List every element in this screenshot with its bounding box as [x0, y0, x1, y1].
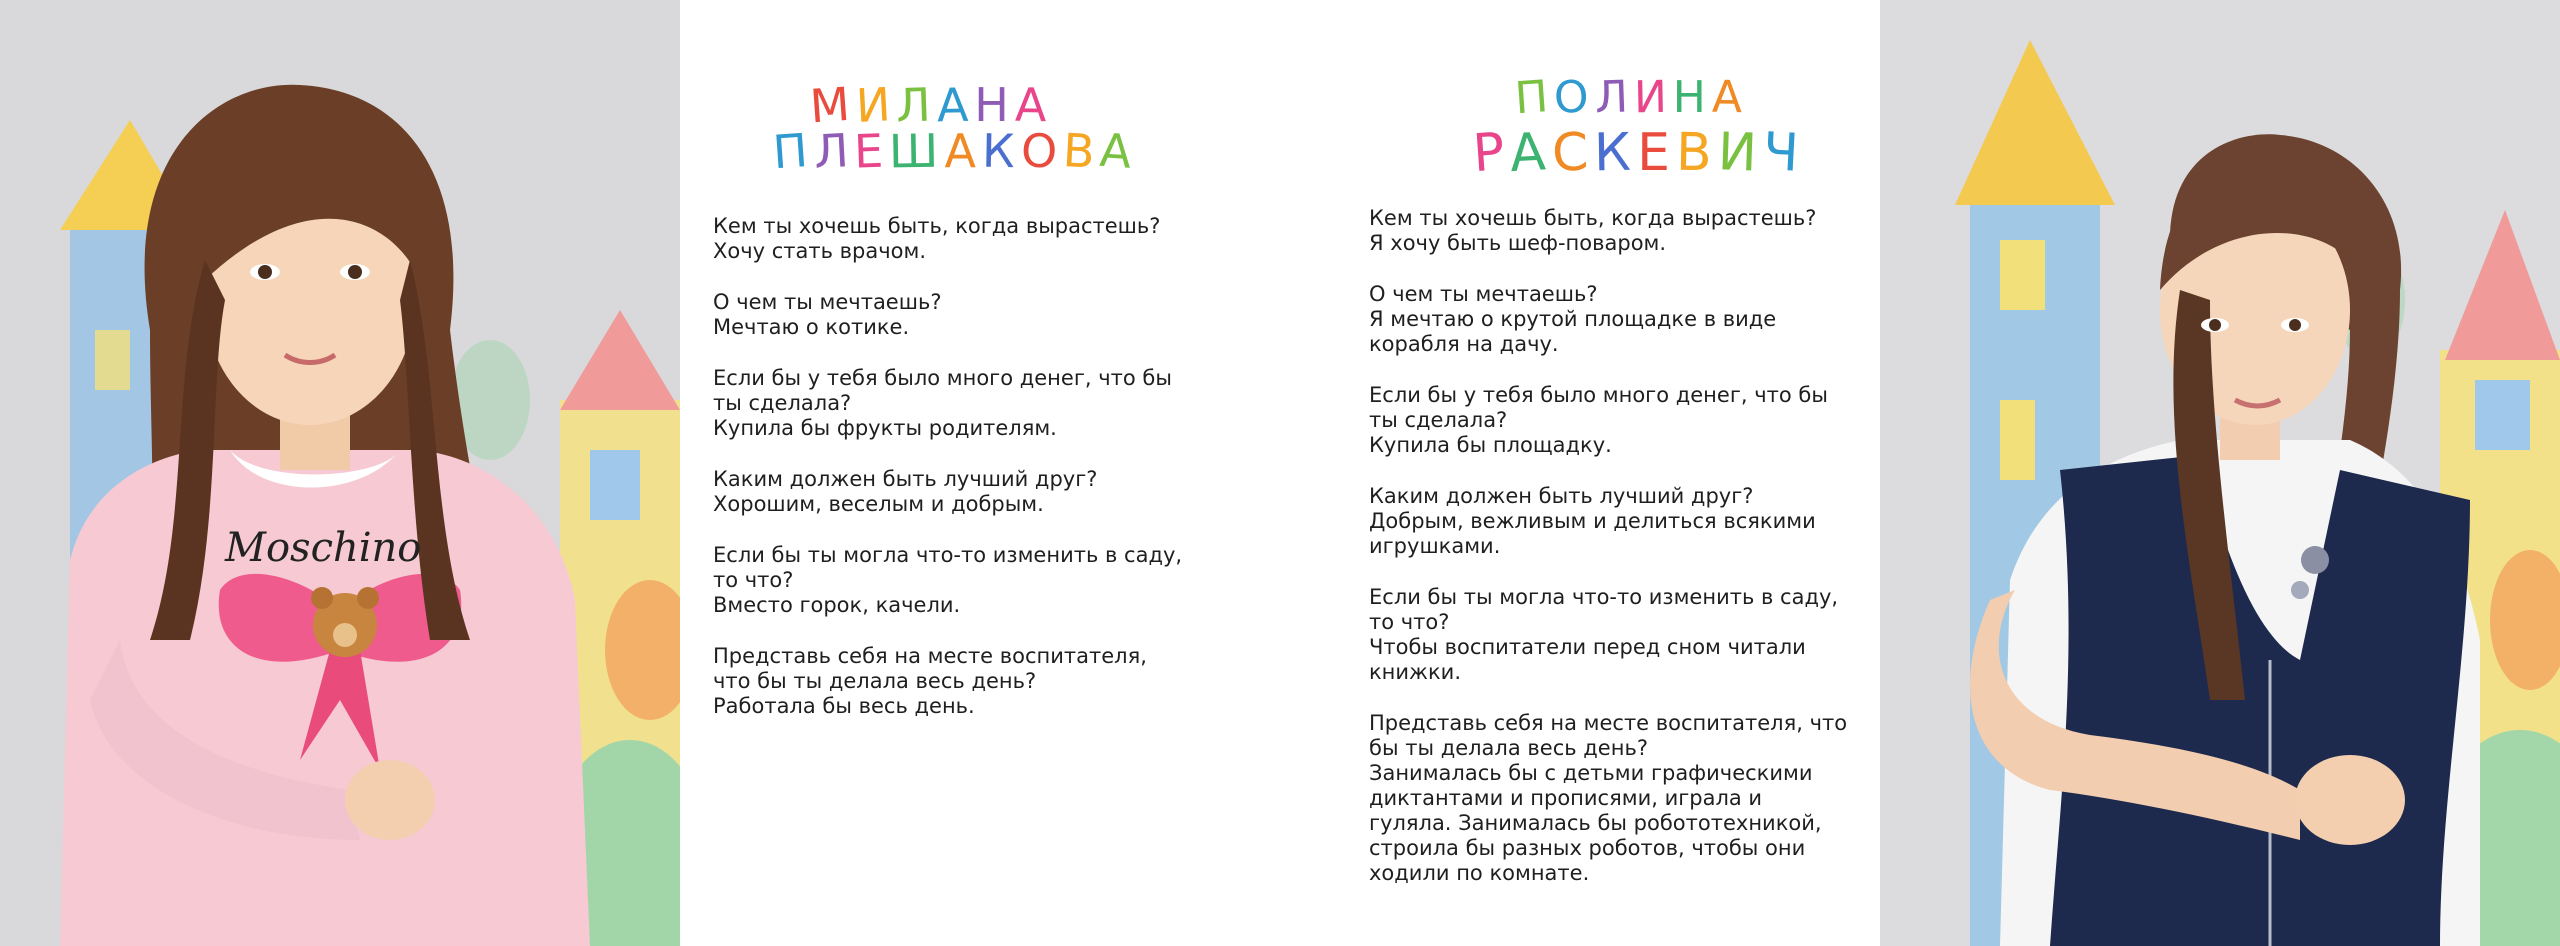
qa-item — [713, 467, 1183, 517]
question-text: Каким должен быть лучший друг? — [1369, 484, 1754, 508]
answer-text: Занималась бы с детьми графическими диктантами и прописями, играла и гуляла. Занималась бы робототехникой, строила бы разных роботов, чтобы они ходили по комнате. — [1369, 761, 1822, 885]
question-text: Кем ты хочешь быть, когда вырастешь? — [713, 214, 1161, 238]
qa-item — [713, 214, 1183, 264]
qa-item — [1369, 711, 1849, 886]
answer-text: Купила бы площадку. — [1369, 433, 1612, 457]
child-name-first: МИЛАНА — [808, 76, 1053, 134]
qa-item — [713, 644, 1183, 719]
page-left — [680, 0, 1280, 946]
qa-item — [1369, 585, 1849, 685]
page-right — [1280, 0, 1880, 946]
child-name-first: ПОЛИНА — [1513, 70, 1749, 125]
question-text: Если бы у тебя было много денег, что бы ты сделала? — [713, 366, 1172, 415]
answer-text: Добрым, вежливым и делиться всякими игрушками. — [1369, 509, 1816, 558]
answer-text: Хорошим, веселым и добрым. — [713, 492, 1044, 516]
answer-text: Я хочу быть шеф-поваром. — [1369, 231, 1667, 255]
qa-item — [1369, 383, 1849, 458]
answer-text: Вместо горок, качели. — [713, 593, 961, 617]
answer-text: Мечтаю о котике. — [713, 315, 910, 339]
interview-left — [713, 214, 1183, 745]
answer-text: Чтобы воспитатели перед сном читали книжки. — [1369, 635, 1806, 684]
photo-left-girl — [0, 0, 680, 946]
shirt-print-text: Moschino — [225, 525, 422, 571]
interview-right — [1369, 206, 1849, 912]
qa-item — [713, 543, 1183, 618]
qa-item — [1369, 484, 1849, 559]
qa-item — [713, 366, 1183, 441]
answer-text: Купила бы фрукты родителям. — [713, 416, 1057, 440]
child-name-last: ПЛЕШАКОВА — [771, 122, 1140, 180]
question-text: Если бы ты могла что-то изменить в саду, то что? — [713, 543, 1183, 592]
question-text: Кем ты хочешь быть, когда вырастешь? — [1369, 206, 1817, 230]
question-text: Если бы ты могла что-то изменить в саду, то что? — [1369, 585, 1839, 634]
answer-text: Я мечтаю о крутой площадке в виде корабля на дачу. — [1369, 307, 1777, 356]
question-text: Если бы у тебя было много денег, что бы ты сделала? — [1369, 383, 1828, 432]
question-text: Каким должен быть лучший друг? — [713, 467, 1098, 491]
qa-item — [713, 290, 1183, 340]
child-name-last: РАСКЕВИЧ — [1470, 121, 1806, 185]
question-text: О чем ты мечтаешь? — [713, 290, 942, 314]
question-text: О чем ты мечтаешь? — [1369, 282, 1598, 306]
photo-right-girl — [1880, 0, 2560, 946]
answer-text: Работала бы весь день. — [713, 694, 975, 718]
qa-item — [1369, 282, 1849, 357]
answer-text: Хочу стать врачом. — [713, 239, 927, 263]
question-text: Представь себя на месте воспитателя, что бы ты делала весь день? — [1369, 711, 1848, 760]
qa-item — [1369, 206, 1849, 256]
question-text: Представь себя на месте воспитателя, что бы ты делала весь день? — [713, 644, 1147, 693]
